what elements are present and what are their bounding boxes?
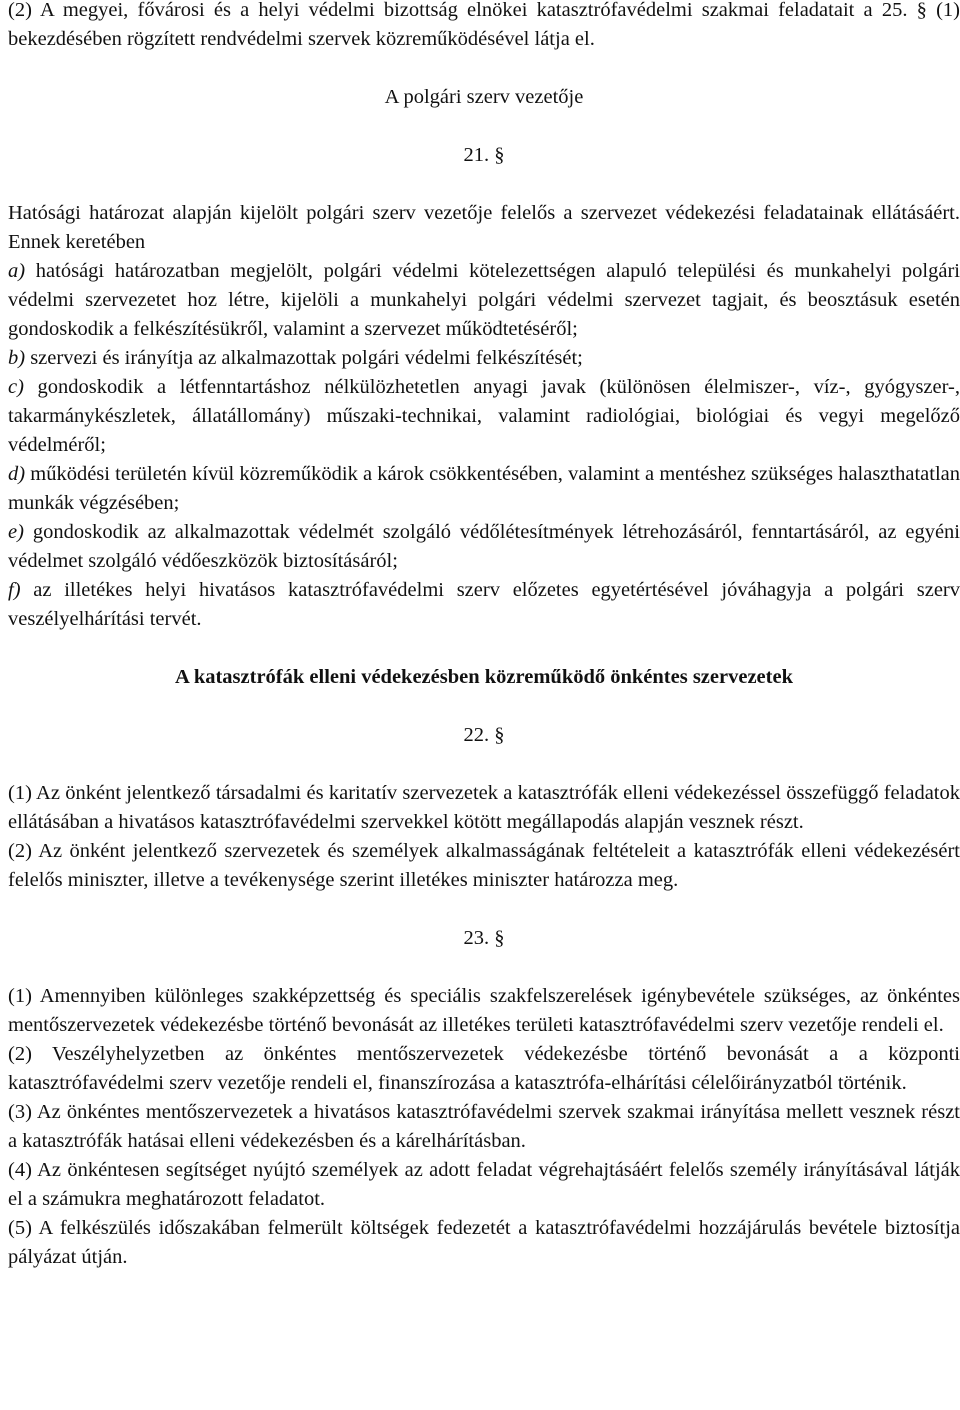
section-number-23: 23. § [463, 927, 505, 949]
section-22-paragraph-1: (1) Az önként jelentkező társadalmi és karitatív szervezetek a katasztrófák elleni védekezéssel összefüggő feladatok ellátásában a hivatásos katasztrófavédelmi szervekkel kötött megállapodás alapján vesznek részt. [8, 782, 960, 833]
section-23-paragraph-3: (3) Az önkéntes mentőszervezetek a hivatásos katasztrófavédelmi szervek szakmai irányítása mellett vesznek részt a katasztrófák hatásai elleni védekezésben és a kárelhárításban. [8, 1101, 960, 1152]
list-text: gondoskodik a létfenntartáshoz nélkülözhetetlen anyagi javak (különösen élelmiszer-, víz-, gyógyszer-, takarmánykészletek, állatállomány) műszaki-technikai, valamint radiológiai, biológiai és vegyi megelőző védelméről; [8, 376, 960, 456]
paragraph-intro-2: (2) A megyei, fővárosi és a helyi védelmi bizottság elnökei katasztrófavédelmi szakmai feladatait a 25. § (1) bekezdésében rögzített rendvédelmi szervek közreműködésével látja el. [8, 0, 960, 50]
list-item-d [8, 460, 960, 518]
list-letter: c) [8, 376, 24, 398]
list-item-e [8, 518, 960, 576]
list-item-c [8, 373, 960, 460]
section-22-paragraph-2: (2) Az önként jelentkező szervezetek és személyek alkalmasságának feltételeit a katasztrófák elleni védekezésért felelős miniszter, illetve a tevékenysége szerint illetékes miniszter határozza meg. [8, 840, 960, 891]
list-item-b [8, 344, 960, 373]
section-number-22: 22. § [463, 724, 505, 746]
list-text: gondoskodik az alkalmazottak védelmét szolgáló védőlétesítmények létrehozásáról, fenntartásáról, az egyéni védelmet szolgáló védőeszközök biztosításáról; [8, 521, 960, 572]
list-letter: e) [8, 521, 24, 543]
list-text: működési területén kívül közreműködik a károk csökkentésében, valamint a mentéshez szükséges halaszthatatlan munkák végzésében; [8, 463, 960, 514]
list-letter: b) [8, 347, 26, 369]
section-title-civil-leader: A polgári szerv vezetője [384, 86, 584, 108]
section-number-21: 21. § [463, 144, 505, 166]
list-letter: f) [8, 579, 21, 601]
list-item-a [8, 257, 960, 344]
section-23-paragraph-2: (2) Veszélyhelyzetben az önkéntes mentőszervezetek védekezésbe történő bevonását a a központi katasztrófavédelmi szerv vezetője rendeli el, finanszírozása a katasztrófa-elhárítási célelőirányzatból történik. [8, 1043, 960, 1094]
section-23-paragraph-1: (1) Amennyiben különleges szakképzettség és speciális szakfelszerelések igénybevétele szükséges, az önkéntes mentőszervezetek védekezésbe történő bevonását az illetékes területi katasztrófavédelmi szerv vezetője rendeli el. [8, 985, 960, 1036]
list-text: hatósági határozatban megjelölt, polgári védelmi kötelezettségen alapuló települési és munkahelyi polgári védelmi szervezetet hoz létre, kijelöli a munkahelyi polgári védelmi szervezet tagjait, és beosztásuk esetén gondoskodik a felkészítésükről, valamint a szervezet működtetéséről; [8, 260, 960, 340]
list-text: az illetékes helyi hivatásos katasztrófavédelmi szerv előzetes egyetértésével jóváhagyja a polgári szerv veszélyelhárítási tervét. [8, 579, 960, 630]
section-23-paragraph-5: (5) A felkészülés időszakában felmerült költségek fedezetét a katasztrófavédelmi hozzájárulás bevétele biztosítja pályázat útján. [8, 1217, 960, 1268]
list-item-f [8, 576, 960, 634]
list-letter: a) [8, 260, 26, 282]
section-21-lead: Hatósági határozat alapján kijelölt polgári szerv vezetője felelős a szervezet védekezési feladatainak ellátásáért. Ennek keretében [8, 202, 960, 253]
list-letter: d) [8, 463, 26, 485]
list-text: szervezi és irányítja az alkalmazottak polgári védelmi felkészítését; [25, 347, 583, 369]
section-23-paragraph-4: (4) Az önkéntesen segítséget nyújtó személyek az adott feladat végrehajtásáért felelős személy irányításával látják el a számukra meghatározott feladatot. [8, 1159, 960, 1210]
section-title-volunteer: A katasztrófák elleni védekezésben közreműködő önkéntes szervezetek [175, 666, 793, 688]
